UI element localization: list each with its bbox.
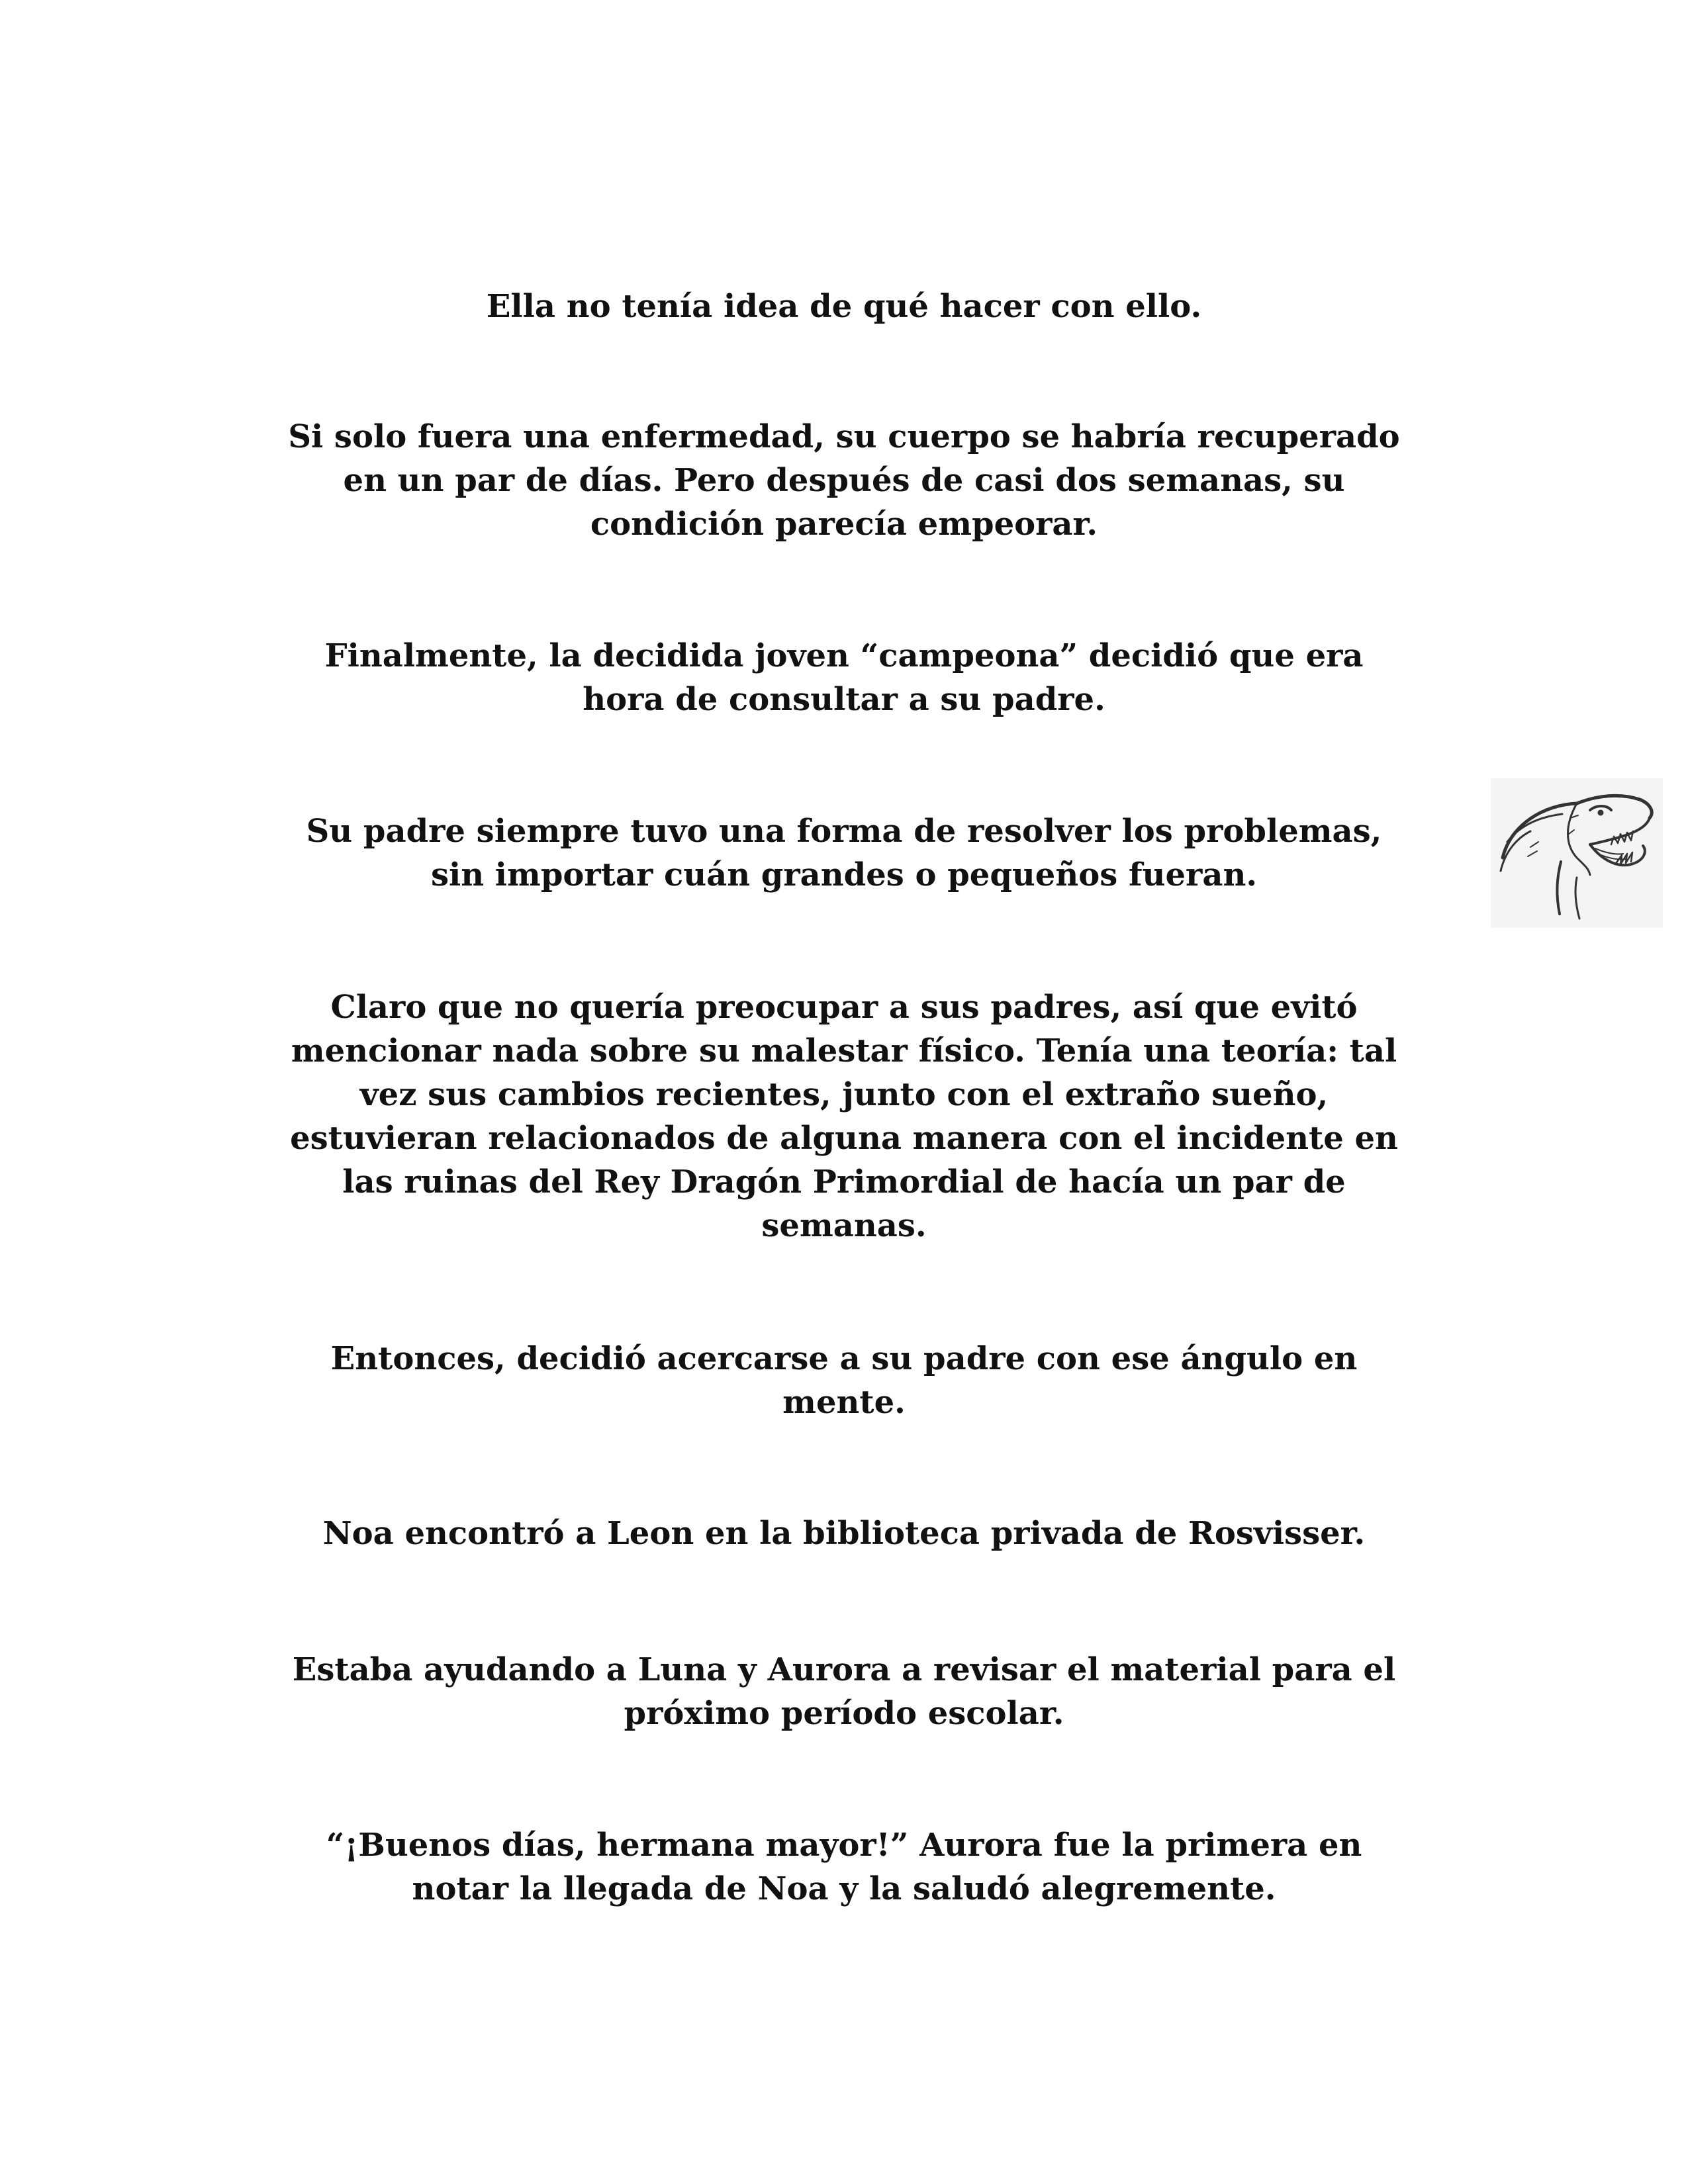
paragraph-4: Su padre siempre tuvo una forma de resolver los problemas, sin importar cuán grandes o pequeños fueran.	[306, 813, 1382, 893]
paragraph-9: “¡Buenos días, hermana mayor!” Aurora fue la primera en notar la llegada de Noa y la saludó alegremente.	[326, 1827, 1362, 1907]
paragraph-2: Si solo fuera una enfermedad, su cuerpo se habría recuperado en un par de días. Pero después de casi dos semanas, su condición parecía empeorar.	[288, 418, 1400, 543]
dragon-head-sketch-icon	[1491, 778, 1663, 928]
paragraph-5: Claro que no quería preocupar a sus padres, así que evitó mencionar nada sobre su malestar físico. Tenía una teoría: tal vez sus cambios recientes, junto con el extraño sueño, estuvieran relacionados de alguna manera con el incidente en las ruinas del Rey Dragón Primordial de hacía un par de semanas.	[290, 989, 1398, 1244]
paragraph-3: Finalmente, la decidida joven “campeona” decidió que era hora de consultar a su padre.	[324, 637, 1364, 718]
paragraph-1: Ella no tenía idea de qué hacer con ello.	[486, 288, 1202, 325]
paragraph-6: Entonces, decidió acercarse a su padre con ese ángulo en mente.	[330, 1340, 1358, 1421]
paragraph-7: Noa encontró a Leon en la biblioteca privada de Rosvisser.	[322, 1515, 1366, 1552]
paragraph-8: Estaba ayudando a Luna y Aurora a revisar el material para el próximo período escolar.	[292, 1651, 1396, 1732]
